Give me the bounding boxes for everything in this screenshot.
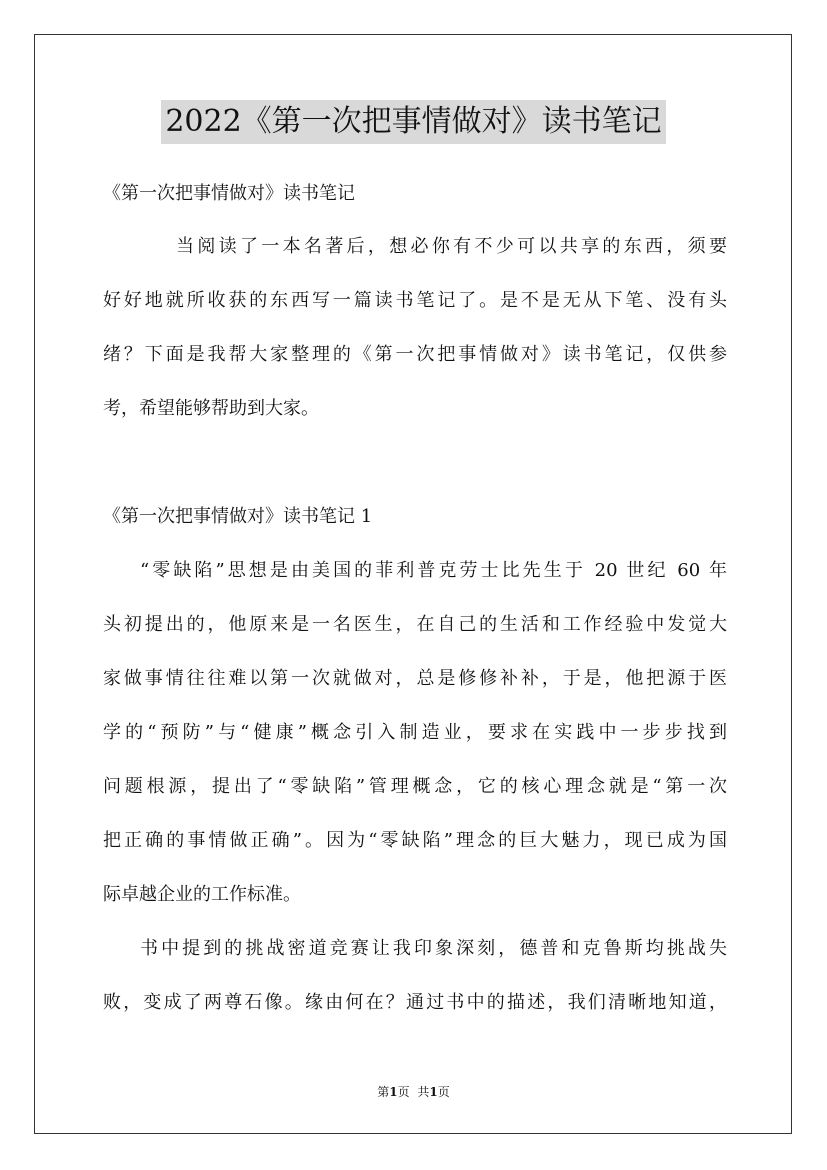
intro-line-3: 绪？下面是我帮大家整理的《第一次把事情做对》读书笔记，仅供参 <box>103 344 727 365</box>
intro-line-1: 当阅读了一本名著后，想必你有不少可以共享的东西，须要 <box>176 236 727 257</box>
para1-line-4: 学的“预防”与“健康”概念引入制造业，要求在实践中一步步找到 <box>103 722 727 743</box>
title-container <box>0 100 827 144</box>
section-heading: 《第一次把事情做对》读书笔记 1 <box>103 506 373 527</box>
para2-line-2: 败，变成了两尊石像。缘由何在？通过书中的描述，我们清晰地知道， <box>103 992 727 1013</box>
para1-line-7: 际卓越企业的工作标准。 <box>103 884 301 905</box>
para1-line-6: 把正确的事情做正确”。因为“零缺陷”理念的巨大魅力，现已成为国 <box>103 830 727 851</box>
footer-page-number: 1 <box>389 1085 398 1099</box>
footer-page-suffix: 页 <box>397 1085 410 1099</box>
intro-line-4: 考，希望能够帮助到大家。 <box>103 398 319 419</box>
document-title: 2022《第一次把事情做对》读书笔记 <box>161 100 665 144</box>
subtitle: 《第一次把事情做对》读书笔记 <box>103 183 355 204</box>
para1-line-5: 问题根源，提出了“零缺陷”管理概念，它的核心理念就是“第一次 <box>103 776 727 797</box>
para1-line-2: 头初提出的，他原来是一名医生，在自己的生活和工作经验中发觉大 <box>103 614 727 635</box>
footer-total-suffix: 页 <box>437 1085 450 1099</box>
footer-page-prefix: 第 <box>377 1085 390 1099</box>
para1-line-3: 家做事情往往难以第一次就做对，总是修修补补，于是，他把源于医 <box>103 668 727 689</box>
footer-total-number: 1 <box>429 1085 438 1099</box>
footer-total-prefix: 共 <box>417 1085 430 1099</box>
para2-line-1: 书中提到的挑战密道竞赛让我印象深刻，德普和克鲁斯均挑战失 <box>140 938 727 959</box>
para1-line-1: “零缺陷”思想是由美国的菲利普克劳士比先生于 20 世纪 60 年 <box>140 560 727 581</box>
intro-line-2: 好好地就所收获的东西写一篇读书笔记了。是不是无从下笔、没有头 <box>103 290 727 311</box>
page-footer <box>0 1084 827 1100</box>
